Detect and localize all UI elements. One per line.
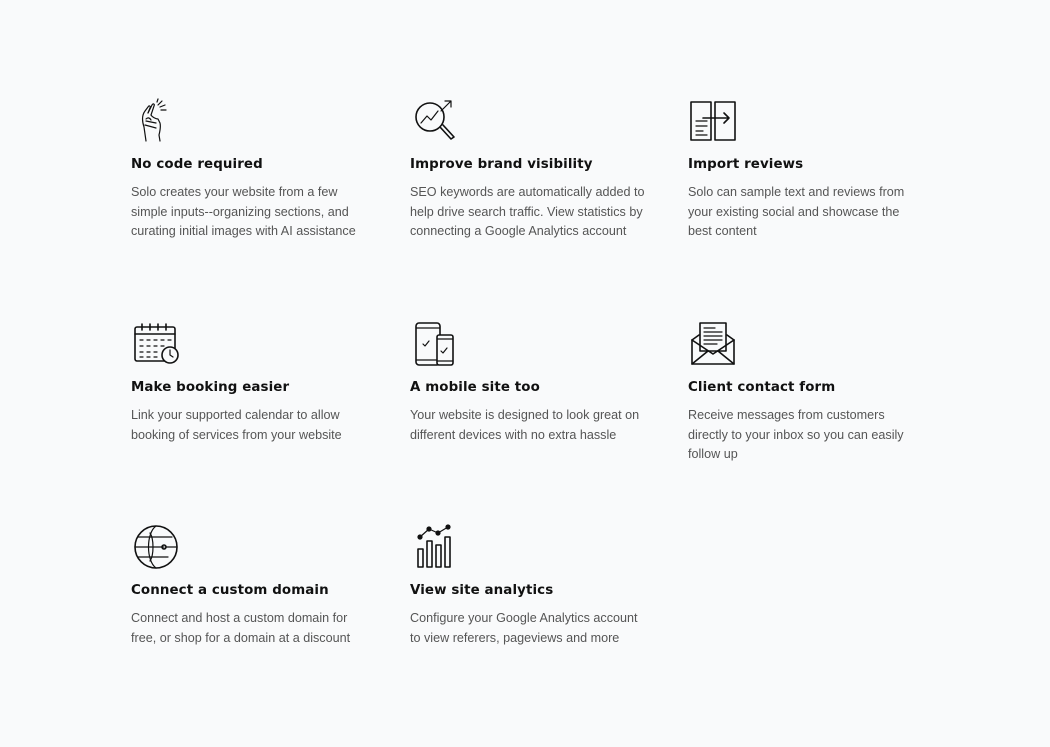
import-document-icon: [689, 97, 737, 145]
feature-no-code: [131, 97, 367, 242]
feature-description: Receive messages from customers directly to your inbox so you can easily follow up: [688, 408, 904, 461]
fingers-crossed-icon: [132, 97, 180, 145]
feature-title: Client contact form: [688, 380, 836, 395]
feature-title: A mobile site too: [410, 380, 540, 395]
feature-title: Import reviews: [688, 157, 804, 172]
feature-title: Make booking easier: [131, 380, 290, 395]
feature-title: Improve brand visibility: [410, 157, 593, 172]
feature-description: Solo creates your website from a few simple inputs--organizing sections, and curating initial images with AI assistance: [131, 185, 356, 238]
feature-description: Solo can sample text and reviews from your existing social and showcase the best content: [688, 185, 905, 238]
feature-booking: [131, 320, 367, 445]
feature-brand-visibility: [410, 97, 646, 242]
feature-description: SEO keywords are automatically added to help drive search traffic. View statistics by connecting a Google Analytics account: [410, 185, 645, 238]
feature-custom-domain: [131, 523, 367, 648]
bar-chart-icon: [411, 523, 459, 571]
feature-site-analytics: [410, 523, 646, 648]
feature-description: Your website is designed to look great on different devices with no extra hassle: [410, 408, 640, 442]
feature-title: No code required: [131, 157, 263, 172]
feature-description: Configure your Google Analytics account to view referers, pageviews and more: [410, 611, 638, 645]
globe-icon: [132, 523, 180, 571]
feature-contact-form: [688, 320, 924, 465]
feature-title: Connect a custom domain: [131, 583, 329, 598]
feature-title: View site analytics: [410, 583, 554, 598]
envelope-letter-icon: [689, 320, 737, 368]
feature-mobile-site: [410, 320, 646, 445]
devices-icon: [411, 320, 459, 368]
feature-description: Connect and host a custom domain for free, or shop for a domain at a discount: [131, 611, 351, 645]
magnifier-trend-icon: [411, 97, 459, 145]
calendar-clock-icon: [132, 320, 180, 368]
feature-description: Link your supported calendar to allow booking of services from your website: [131, 408, 342, 442]
feature-import-reviews: [688, 97, 924, 242]
